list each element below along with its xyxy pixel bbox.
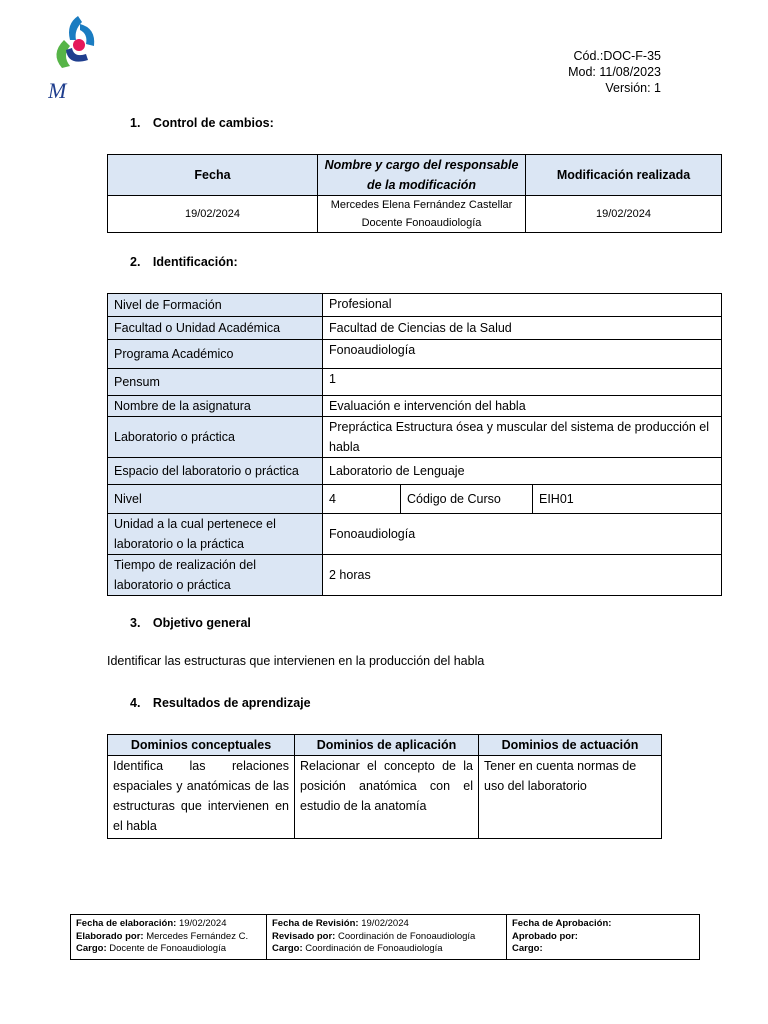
footer-label: Cargo: xyxy=(272,943,303,954)
value-asignatura: Evaluación e intervención del habla xyxy=(323,396,722,417)
table-row xyxy=(108,756,662,839)
table-row xyxy=(108,458,722,485)
footer-revision xyxy=(267,915,507,960)
col-header-aplicacion: Dominios de aplicación xyxy=(295,735,479,756)
footer-value: Docente de Fonoaudiología xyxy=(109,943,226,954)
section-title-identificacion: 2. Identificación: xyxy=(130,255,238,269)
learning-outcomes-table xyxy=(107,734,662,839)
footer-label: Cargo: xyxy=(512,943,543,954)
table-row xyxy=(108,485,722,514)
label-asignatura: Nombre de la asignatura xyxy=(108,396,323,417)
value-nivel-formacion: Profesional xyxy=(323,294,722,317)
table-row xyxy=(108,317,722,340)
section-title-objetivo: 3. Objetivo general xyxy=(130,616,251,630)
label-unidad: Unidad a la cual pertenece el laboratorio o la práctica xyxy=(108,514,323,555)
label-pensum: Pensum xyxy=(108,369,323,396)
col-header-fecha: Fecha xyxy=(108,155,318,196)
footer-elaboracion xyxy=(71,915,267,960)
table-row xyxy=(108,196,722,233)
cell-responsable xyxy=(318,196,526,233)
table-row xyxy=(108,417,722,458)
changes-table xyxy=(107,154,722,233)
cell-fecha: 19/02/2024 xyxy=(108,196,318,233)
value-espacio: Laboratorio de Lenguaje xyxy=(323,458,722,485)
label-tiempo: Tiempo de realización del laboratorio o práctica xyxy=(108,555,323,596)
footer-value: Mercedes Fernández C. xyxy=(146,930,249,942)
footer-label: Revisado por: xyxy=(272,930,336,942)
value-nivel: 4 xyxy=(323,485,401,514)
footer-label: Elaborado por: xyxy=(76,930,144,942)
footer-approval-table xyxy=(70,914,700,960)
value-programa: Fonoaudiología xyxy=(323,340,722,369)
identification-table xyxy=(107,293,722,596)
footer-label: Fecha de Aprobación: xyxy=(512,918,612,929)
value-laboratorio: Prepráctica Estructura ósea y muscular del sistema de producción el habla xyxy=(323,417,722,458)
label-espacio: Espacio del laboratorio o práctica xyxy=(108,458,323,485)
table-row xyxy=(108,340,722,369)
section-title-control-cambios: 1. Control de cambios: xyxy=(130,116,274,130)
cell-aplicacion: Relacionar el concepto de la posición anatómica con el estudio de la anatomía xyxy=(295,756,479,839)
footer-label: Aprobado por: xyxy=(512,930,578,942)
label-nivel-formacion: Nivel de Formación xyxy=(108,294,323,317)
footer-value: Coordinación de Fonoaudiología xyxy=(305,943,443,954)
document-code: Cód.:DOC-F-35 xyxy=(573,49,661,63)
footer-value: 19/02/2024 xyxy=(361,918,409,929)
footer-label: Fecha de Revisión: xyxy=(272,918,359,929)
table-row xyxy=(71,915,700,960)
value-unidad: Fonoaudiología xyxy=(323,514,722,555)
responsable-role: Docente Fonoaudiología xyxy=(361,217,482,229)
value-pensum: 1 xyxy=(323,369,722,396)
col-header-modificacion: Modificación realizada xyxy=(526,155,722,196)
value-codigo-curso: EIH01 xyxy=(533,485,722,514)
cell-conceptuales: Identifica las relaciones espaciales y anatómicas de las estructuras que intervienen en el habla xyxy=(108,756,295,839)
label-nivel: Nivel xyxy=(108,485,323,514)
svg-text:M: M xyxy=(48,78,67,102)
document-version: Versión: 1 xyxy=(605,81,661,95)
document-mod-date: Mod: 11/08/2023 xyxy=(568,65,661,79)
footer-value: 19/02/2024 xyxy=(178,918,227,929)
document-code-block xyxy=(568,48,661,96)
section-title-resultados: 4. Resultados de aprendizaje xyxy=(130,696,311,710)
table-row xyxy=(108,514,722,555)
table-row xyxy=(108,396,722,417)
table-row xyxy=(108,555,722,596)
col-header-conceptuales: Dominios conceptuales xyxy=(108,735,295,756)
col-header-responsable: Nombre y cargo del responsable de la modificación xyxy=(318,155,526,196)
label-laboratorio: Laboratorio o práctica xyxy=(108,417,323,458)
label-facultad: Facultad o Unidad Académica xyxy=(108,317,323,340)
col-header-actuacion: Dominios de actuación xyxy=(479,735,662,756)
value-tiempo: 2 horas xyxy=(323,555,722,596)
footer-label: Cargo: xyxy=(76,943,107,954)
table-row xyxy=(108,369,722,396)
footer-value: Coordinación de Fonoaudiología xyxy=(338,930,476,942)
objective-text: Identificar las estructuras que intervienen en la producción del habla xyxy=(107,654,485,668)
responsable-name: Mercedes Elena Fernández Castellar xyxy=(330,199,513,211)
footer-label: Fecha de elaboración: xyxy=(76,918,177,929)
institution-logo xyxy=(48,10,104,102)
footer-aprobacion xyxy=(507,915,700,960)
label-programa: Programa Académico xyxy=(108,340,323,369)
value-facultad: Facultad de Ciencias de la Salud xyxy=(323,317,722,340)
cell-actuacion: Tener en cuenta normas de uso del laboratorio xyxy=(479,756,662,839)
table-row xyxy=(108,294,722,317)
cell-modificacion: 19/02/2024 xyxy=(526,196,722,233)
label-codigo-curso: Código de Curso xyxy=(401,485,533,514)
